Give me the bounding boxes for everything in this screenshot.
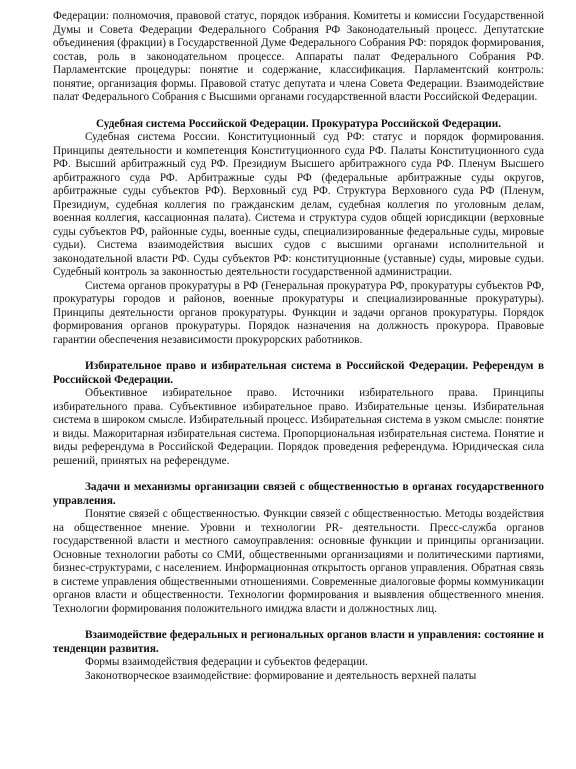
paragraph-federal-forms: Формы взаимодействия федерации и субъектов федерации. xyxy=(85,656,368,668)
intro-paragraph: Федерации: полномочия, правовой статус, порядок избрания. Комитеты и комиссии Государственной Думы и Совета Федерации Федерального Собрания РФ Законодательный процесс. Депутатские объединения (фракции) в Государственной Думе Федерального Собрания РФ: порядок формирования, состав, роль в законодательном процессе. Аппараты палат Федерального Собрания РФ. Парламентские процедуры: понятие и содержание, классификация. Парламентский контроль: понятие, организация формы. Правовой статус депутата и члена Совета Федерации. Взаимодействие палат Федерального Собрания с Высшими органами государственной власти Российской Федерации. xyxy=(53,10,544,103)
paragraph-public-relations: Понятие связей с общественностью. Функции связей с общественностью. Методы воздействия на общественное мнение. Уровни и технологии PR- деятельности. Пресс-служба органов государственной власти и местного самоуправления: основные функции и принципы организации. Основные технологии работы со СМИ, общественными организациями и политическими партиями, бизнес-структурами, с населением. Информационная открытость органов управления. Обратная связь в системе управления общественными отношениями. Современные диалоговые формы коммуникации органов власти и общественности. Технологии формирования и выявления общественного мнения. Технологии формирования положительного имиджа власти и должностных лиц. xyxy=(53,508,544,615)
section-heading-public-relations: Задачи и механизмы организации связей с общественностью в органах государственного управления. xyxy=(53,481,544,507)
paragraph-prosecution: Система органов прокуратуры в РФ (Генеральная прокуратура РФ, прокуратуры субъектов РФ, прокуратуры городов и районов, военные прокуратуры и специализированные прокуратуры). Принципы деятельности органов прокуратуры. Функции и задачи органов прокуратуры. Порядок формирования органов прокуратуры. Порядок назначения на должность прокурора. Правовые гарантии обеспечения независимости прокурорских работников. xyxy=(53,279,544,346)
section-heading-federal-regional: Взаимодействие федеральных и региональных органов власти и управления: состояние и тенденции развития. xyxy=(53,629,544,655)
paragraph-legislative-interaction: Законотворческое взаимодействие: формирование и деятельность верхней палаты xyxy=(85,669,477,682)
paragraph-electoral-law: Объективное избирательное право. Источники избирательного права. Принципы избирательного права. Субъективное избирательное право. Избирательные цензы. Избирательная система в широком смысле. Избирательный процесс. Избирательная система в узком смысле: понятие и виды. Мажоритарная избирательная система. Пропорциональная избирательная система. Понятие и виды референдума в Российской Федерации. Порядок проведения референдума. Юридическая сила решений, принятых на референдуме. xyxy=(53,387,544,467)
paragraph-judicial-system: Судебная система России. Конституционный суд РФ: статус и порядок формирования. Принципы деятельности и компетенция Конституционного суда РФ. Палаты Конституционного суда РФ. Высший арбитражный суд РФ. Президиум Высшего арбитражного суда РФ. Пленум Высшего арбитражного суда РФ. Арбитражные суды РФ (федеральные арбитражные суды округов, арбитражные суды субъектов РФ). Верховный суд РФ. Структура Верховного суда РФ (Пленум, Президиум, судебная коллегия по гражданским делам, судебная коллегия по уголовным делам, военная коллегия, кассационная палата). Система и структура судов общей юрисдикции (верховные суды субъектов РФ, районные суды, военные суды, специализированные федеральные суды, мировые судьи). Система взаимодействия высших судов с высшими органами исполнительной и законодательной власти РФ. Суды субъектов РФ: конституционные (уставные) суды, мировые судьи. Судебный контроль за законностью деятельности государственной администрации. xyxy=(53,131,544,278)
section-heading-electoral: Избирательное право и избирательная система в Российской Федерации. Референдум в Российской Федерации. xyxy=(53,360,544,386)
section-heading-judicial: Судебная система Российской Федерации. Прокуратура Российской Федерации. xyxy=(96,117,501,130)
